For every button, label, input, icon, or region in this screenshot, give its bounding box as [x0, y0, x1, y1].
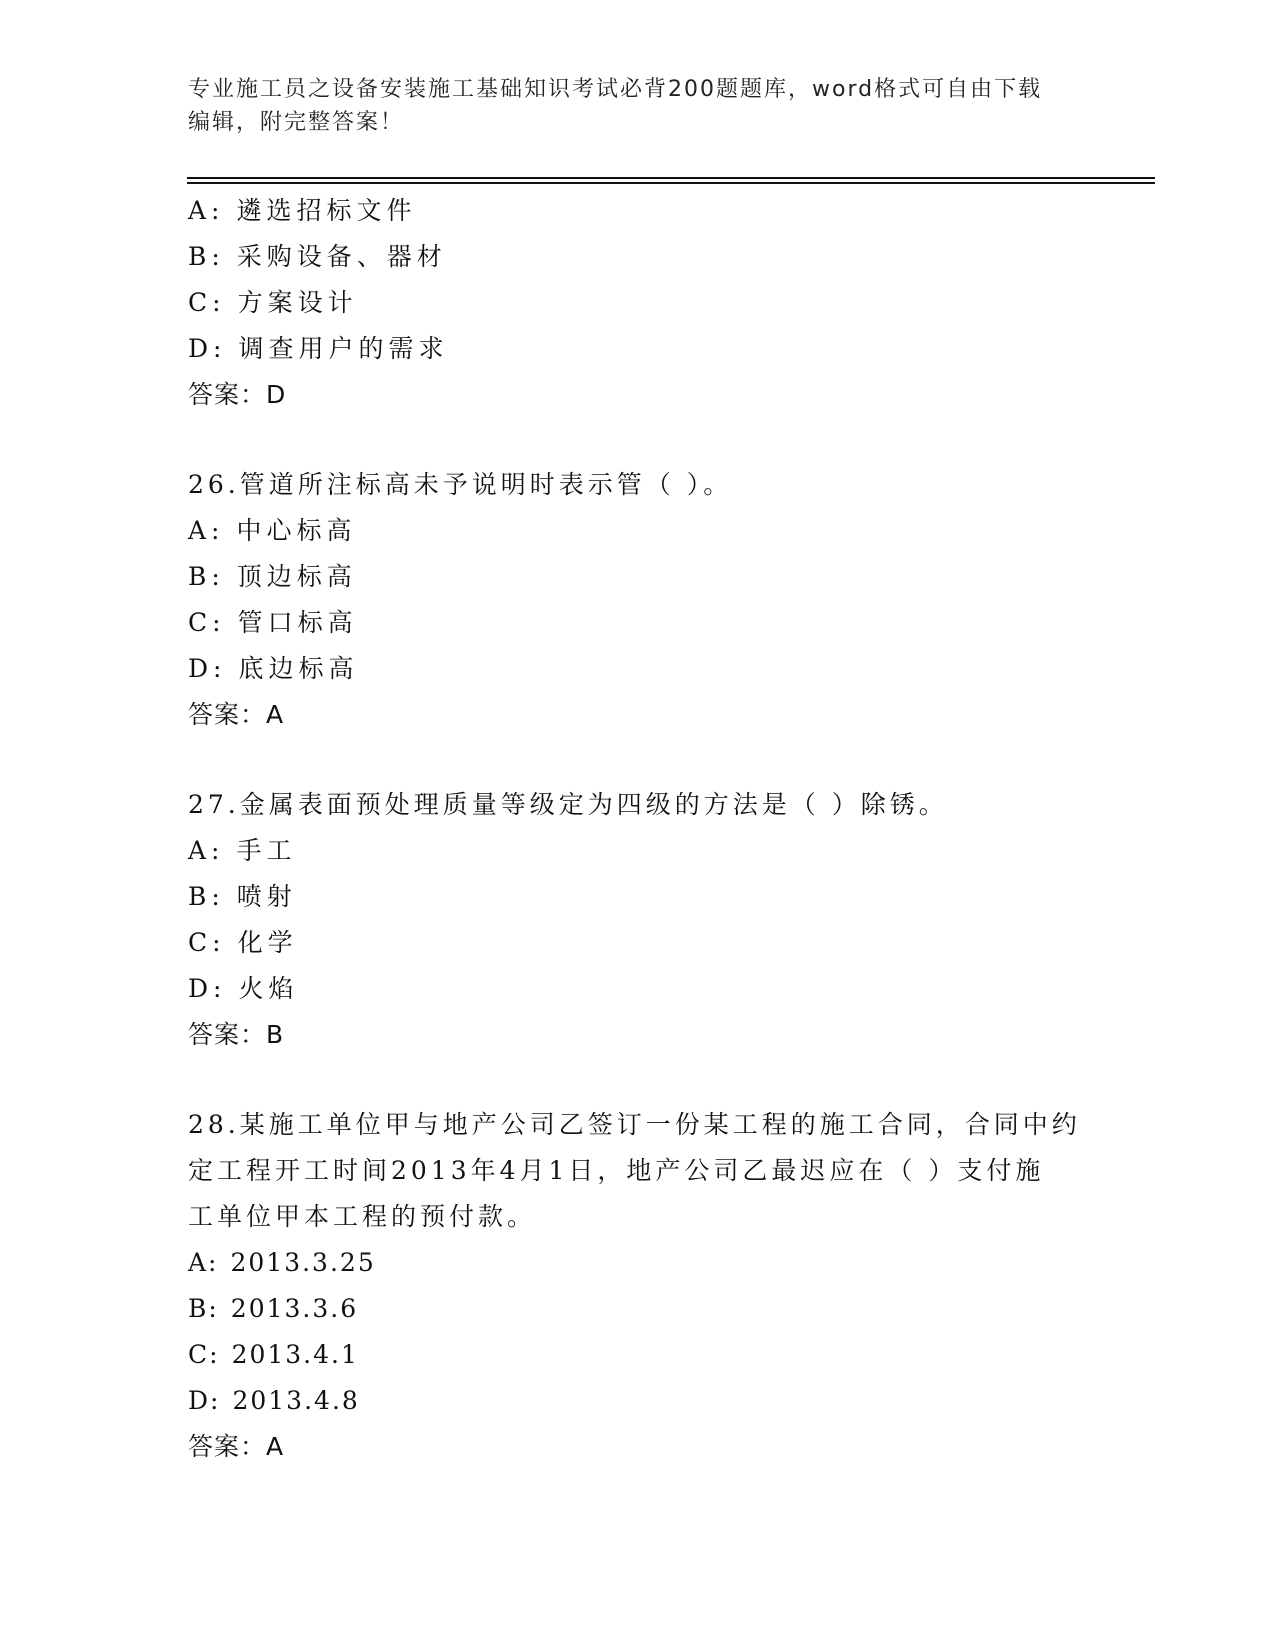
- spacer: [188, 418, 1088, 462]
- option-letter: C:: [188, 608, 226, 637]
- question-26: [188, 462, 1088, 738]
- option-b: [188, 234, 1088, 280]
- answer-line: 答案：A: [188, 700, 285, 729]
- header-rule-top: [187, 177, 1155, 179]
- header-rule-bottom: [187, 182, 1155, 184]
- question-25: [188, 188, 1088, 418]
- option-letter: D:: [188, 334, 227, 363]
- option-text: 中心标高: [236, 516, 357, 545]
- option-text: 顶边标高: [236, 562, 357, 591]
- option-letter: A:: [188, 516, 225, 545]
- question-27: [188, 782, 1088, 1058]
- option-text: 采购设备、器材: [236, 242, 447, 271]
- option-letter: C:: [188, 1340, 220, 1369]
- option-letter: B:: [188, 882, 225, 911]
- header-title-line-1: 专业施工员之设备安装施工基础知识考试必背200题题库，word格式可自由下载: [188, 77, 1043, 102]
- option-text: 遴选招标文件: [236, 196, 417, 225]
- option-d: [188, 326, 1088, 372]
- option-c: [188, 600, 1088, 646]
- question-28: [188, 1102, 1088, 1470]
- spacer: [188, 1058, 1088, 1102]
- option-letter: B:: [188, 562, 225, 591]
- option-b: [188, 874, 1088, 920]
- question-list: [188, 188, 1088, 1470]
- question-stem: 26.管道所注标高未予说明时表示管（ ）。: [188, 470, 733, 499]
- option-letter: A:: [188, 196, 225, 225]
- option-d: [188, 646, 1088, 692]
- option-letter: D:: [188, 974, 227, 1003]
- option-letter: D:: [188, 1386, 221, 1415]
- option-d: [188, 966, 1088, 1012]
- option-c: [188, 1332, 1088, 1378]
- question-stem-line: 28.某施工单位甲与地产公司乙签订一份某工程的施工合同，合同中约: [188, 1110, 1081, 1139]
- answer-line: 答案：A: [188, 1432, 285, 1461]
- option-letter: A:: [188, 1248, 219, 1277]
- option-text: 喷射: [236, 882, 297, 911]
- option-text: 2013.3.25: [230, 1248, 376, 1277]
- document-header: [188, 73, 1088, 139]
- option-letter: A:: [188, 836, 225, 865]
- question-stem: [188, 1102, 1081, 1240]
- option-text: 2013.4.1: [231, 1340, 359, 1369]
- option-c: [188, 280, 1088, 326]
- option-b: [188, 1286, 1088, 1332]
- option-a: [188, 188, 1088, 234]
- question-stem-line: 定工程开工时间2013年4月1日，地产公司乙最迟应在（ ）支付施: [188, 1156, 1045, 1185]
- option-text: 管口标高: [237, 608, 358, 637]
- option-text: 手工: [236, 836, 297, 865]
- option-letter: D:: [188, 654, 227, 683]
- question-stem: 27.金属表面预处理质量等级定为四级的方法是（ ）除锈。: [188, 790, 948, 819]
- option-letter: C:: [188, 288, 226, 317]
- answer-line: 答案：D: [188, 380, 287, 409]
- option-c: [188, 920, 1088, 966]
- option-letter: B:: [188, 242, 225, 271]
- header-title-line-2: 编辑，附完整答案！: [188, 110, 405, 135]
- option-text: 底边标高: [238, 654, 359, 683]
- option-text: 2013.4.8: [232, 1386, 360, 1415]
- option-text: 调查用户的需求: [238, 334, 449, 363]
- option-letter: C:: [188, 928, 226, 957]
- spacer: [188, 738, 1088, 782]
- option-text: 方案设计: [237, 288, 358, 317]
- option-b: [188, 554, 1088, 600]
- question-stem-line: 工单位甲本工程的预付款。: [188, 1202, 537, 1231]
- answer-line: 答案：B: [188, 1020, 285, 1049]
- option-a: [188, 828, 1088, 874]
- option-text: 化学: [237, 928, 298, 957]
- option-letter: B:: [188, 1294, 219, 1323]
- option-d: [188, 1378, 1088, 1424]
- option-a: [188, 1240, 1088, 1286]
- option-text: 火焰: [238, 974, 299, 1003]
- option-text: 2013.3.6: [230, 1294, 359, 1323]
- option-a: [188, 508, 1088, 554]
